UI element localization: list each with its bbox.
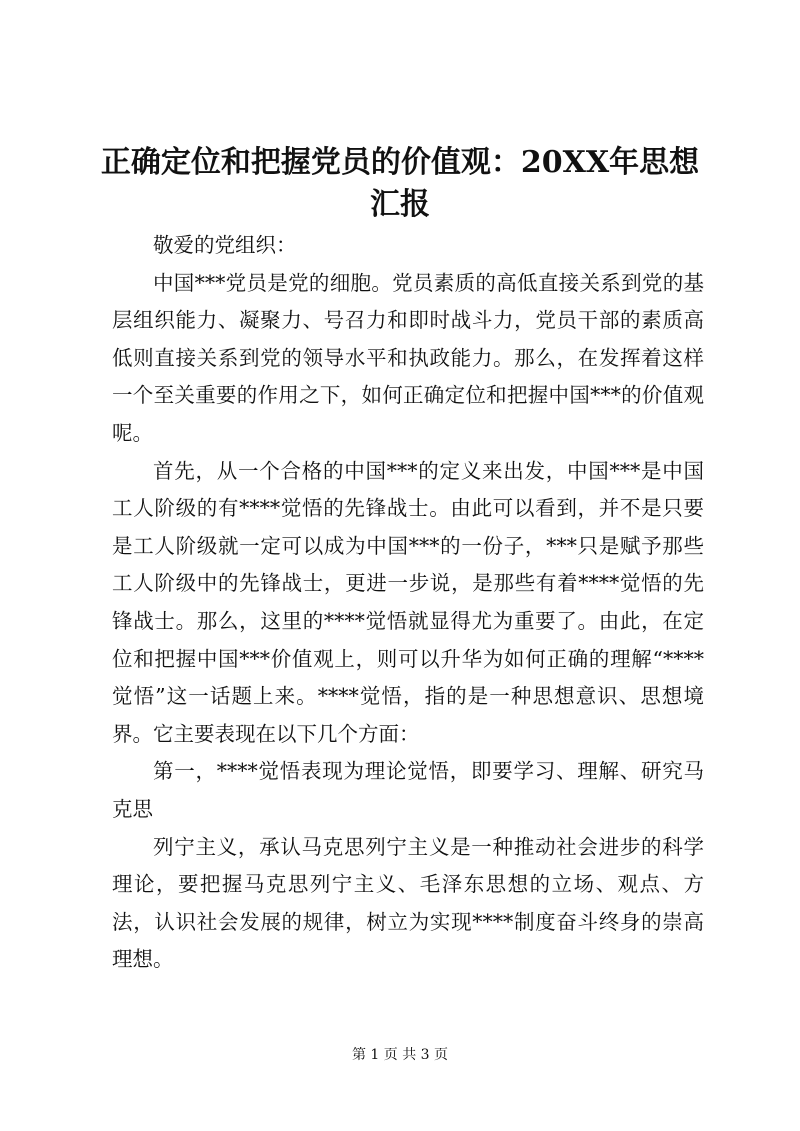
document-title: 正确定位和把握党员的价值观：20XX年思想汇报 xyxy=(100,145,700,222)
document-body xyxy=(112,227,704,979)
body-paragraph-3: 第一，****觉悟表现为理论觉悟，即要学习、理解、研究马克思 xyxy=(112,759,704,821)
body-paragraph-2: 首先，从一个合格的中国***的定义来出发，中国***是中国工人阶级的有****觉悟的先锋战士。由此可以看到，并不是只要是工人阶级就一定可以成为中国***的一份子，***只是赋予那些工人阶级中的先锋战士，更进一步说，是那些有着****觉悟的先锋战士。那么，这里的****觉悟就显得尤为重要了。由此，在定位和把握中国***价值观上，则可以升华为如何正确的理解“****觉悟”这一话题上来。****觉悟，指的是一种思想意识、思想境界。它主要表现在以下几个方面： xyxy=(112,458,704,746)
body-paragraph-4: 列宁主义，承认马克思列宁主义是一种推动社会进步的科学理论，要把握马克思列宁主义、毛泽东思想的立场、观点、方法，认识社会发展的规律，树立为实现****制度奋斗终身的崇高理想。 xyxy=(112,834,704,972)
salutation-paragraph: 敬爱的党组织： xyxy=(153,233,297,257)
page-footer: 第 1 页 共 3 页 xyxy=(351,1047,449,1063)
body-paragraph-1: 中国***党员是党的细胞。党员素质的高低直接关系到党的基层组织能力、凝聚力、号召力和即时战斗力，党员干部的素质高低则直接关系到党的领导水平和执政能力。那么，在发挥着这样一个至关重要的作用之下，如何正确定位和把握中国***的价值观呢。 xyxy=(112,270,704,445)
